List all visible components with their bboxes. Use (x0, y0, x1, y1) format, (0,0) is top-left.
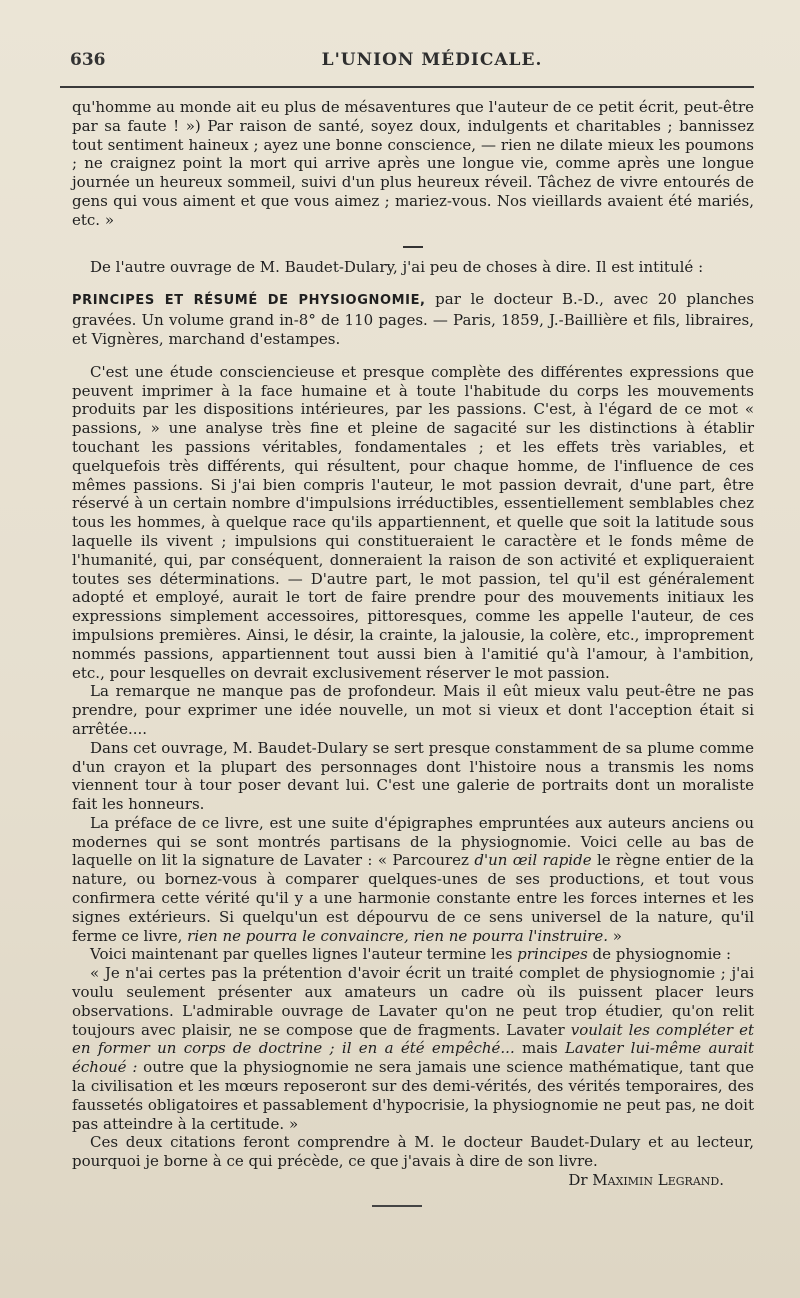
paragraph-remark: La remarque ne manque pas de profondeur. Mais il eût mieux valu peut-être ne pas prendre, pour exprimer une idée nouvelle, un mot si vieux et dont l'acception était si arrêtée.... (72, 682, 754, 738)
paragraph-study: C'est une étude consciencieuse et presque complète des différentes expressions que peuvent imprimer à la face humaine et à toute l'habitude du corps les mouvements produits par les dispositions intérieures, par les passions. C'est, à l'égard de ce mot « passions, » une analyse très fine et pleine de sagacité sur les distinctions à établir touchant les passions véritables, fondamentales ; et les effets très variables, et quelquefois très différents, qui résultent, pour chaque homme, de l'influence de ces mêmes passions. Si j'ai bien compris l'auteur, le mot passion devrait, d'une part, être réservé à un certain nombre d'impulsions irréductibles, essentiellement semblables chez tous les hommes, à quelque race qu'ils appartiennent, et quelle que soit la latitude sous laquelle ils vivent ; impulsions qui constitueraient le caractère et le fonds même de l'humanité, qui, par conséquent, donneraient la raison de son activité et expliqueraient toutes ses déterminations. — D'autre part, le mot passion, tel qu'il est généralement adopté et employé, aurait le tort de faire prendre pour des mouvements initiaux les expressions simplement accessoires, pittoresques, comme les appelle l'auteur, de ces impulsions premières. Ainsi, le désir, la crainte, la jalousie, la colère, etc., improprement nommés passions, appartiennent tout aussi bien à l'amitié qu'à l'amour, à l'ambition, etc., pour lesquelles on devrait exclusivement réserver le mot passion. (72, 362, 754, 682)
section-separator (403, 246, 423, 248)
article-body (72, 98, 754, 1190)
preface-text-1: La préface de ce livre, est une suite d'épigraphes empruntées aux auteurs anciens ou modernes qui se sont montrés partisans de la physiognomie. Voici celle au bas de laquelle on lit la signature de Lavater : « Parcourez (72, 813, 754, 870)
paragraph-work-description: Dans cet ouvrage, M. Baudet-Dulary se sert presque constamment de sa plume comme d'un crayon et la plupart des personnages dont l'histoire nous a transmis les noms viennent tour à tour poser devant lui. C'est une galerie de portraits dont un moraliste fait les honneurs. (72, 738, 754, 814)
paragraph-author-quote (72, 964, 754, 1133)
author-quote-text-2: mais (514, 1039, 565, 1058)
page-number: 636 (70, 50, 106, 70)
book-title: PRINCIPES ET RÉSUMÉ DE PHYSIOGNOMIE, (72, 293, 426, 309)
paragraph-preface (72, 814, 754, 946)
end-rule (372, 1205, 422, 1207)
signature-name: Maximin Legrand. (592, 1171, 724, 1190)
preface-italic-1: d'un œil rapide (474, 851, 592, 870)
page-header (62, 42, 752, 82)
conclusion-intro-text: Voici maintenant par quelles lignes l'auteur termine les (90, 945, 518, 964)
signature-title: Dr (568, 1171, 588, 1190)
conclusion-intro-italic: principes (517, 945, 588, 964)
header-rule (60, 86, 754, 88)
book-details: par le docteur B.-D., avec 20 planches gravées. Un volume grand in-8° de 110 pages. — Paris, 1859, J.-Baillière et fils, libraires, et Vignères, marchand d'estampes. (72, 290, 755, 348)
paragraph-intro-work: De l'autre ouvrage de M. Baudet-Dulary, j'ai peu de choses à dire. Il est intitulé : (90, 257, 704, 276)
paragraph-quote-end: qu'homme au monde ait eu plus de mésaventures que l'auteur de ce petit écrit, peut-être par sa faute ! ») Par raison de santé, soyez doux, indulgents et charitables ; bannissez tout sentiment haineux ; ayez une bonne conscience, — rien ne dilate mieux les poumons ; ne craignez point la mort qui arrive après une longue vie, comme après une longue journée un heureux sommeil, suivi d'un plus heureux réveil. Tâchez de vivre entourés de gens qui vous aiment et que vous aimez ; mariez-vous. Nos vieillards avaient été mariés, etc. » (72, 98, 754, 229)
author-quote-italic-2: Lavater lui-même aurait échoué : (72, 1039, 755, 1077)
paragraph-book-citation (72, 290, 754, 348)
preface-text-2: le règne entier de la nature, ou bornez-vous à comparer quelques-unes de ses productions, et tout vous confirmera cette vérité qu'il y a une harmonie constante entre les forces internes et les signes extérieurs. Si quelqu'un est dépourvu de ce sens universel de la nature, qu'il ferme ce livre, (72, 851, 754, 945)
author-quote-text-3: outre que la physiognomie ne sera jamais une science mathématique, tant que la civilisation et les mœurs reposeront sur des demi-vérités, des vérités temporaires, des faussetés obligatoires et passablement d'hypocrisie, la physiognomie ne peut pas, ne doit pas atteindre à la certitude. » (72, 1058, 754, 1133)
paragraph-closing: Ces deux citations feront comprendre à M. le docteur Baudet-Dulary et au lecteur, pourquoi je borne à ce qui précède, ce que j'avais à dire de son livre. (72, 1133, 754, 1171)
paragraph-conclusion-intro (72, 945, 754, 964)
author-quote-text-1: « Je n'ai certes pas la prétention d'avoir écrit un traité complet de physiognomie ; j'ai voulu seulement présenter aux amateurs un cadre où ils puissent placer leurs observations. L'admirable ouvrage de Lavater qu'on ne peut trop étudier, qu'on relit toujours avec plaisir, ne se compose que de fragments. Lavater (72, 964, 754, 1039)
running-head: L'UNION MÉDICALE. (321, 50, 543, 70)
preface-text-3: » (607, 926, 622, 945)
preface-italic-2: rien ne pourra le convaincre, rien ne pourra l'instruire. (187, 926, 608, 945)
author-quote-italic-1: voulait les compléter et en former un corps de doctrine ; il en a été empêché... (72, 1020, 754, 1058)
signature (72, 1171, 754, 1190)
conclusion-intro-end: de physiognomie : (587, 945, 732, 964)
